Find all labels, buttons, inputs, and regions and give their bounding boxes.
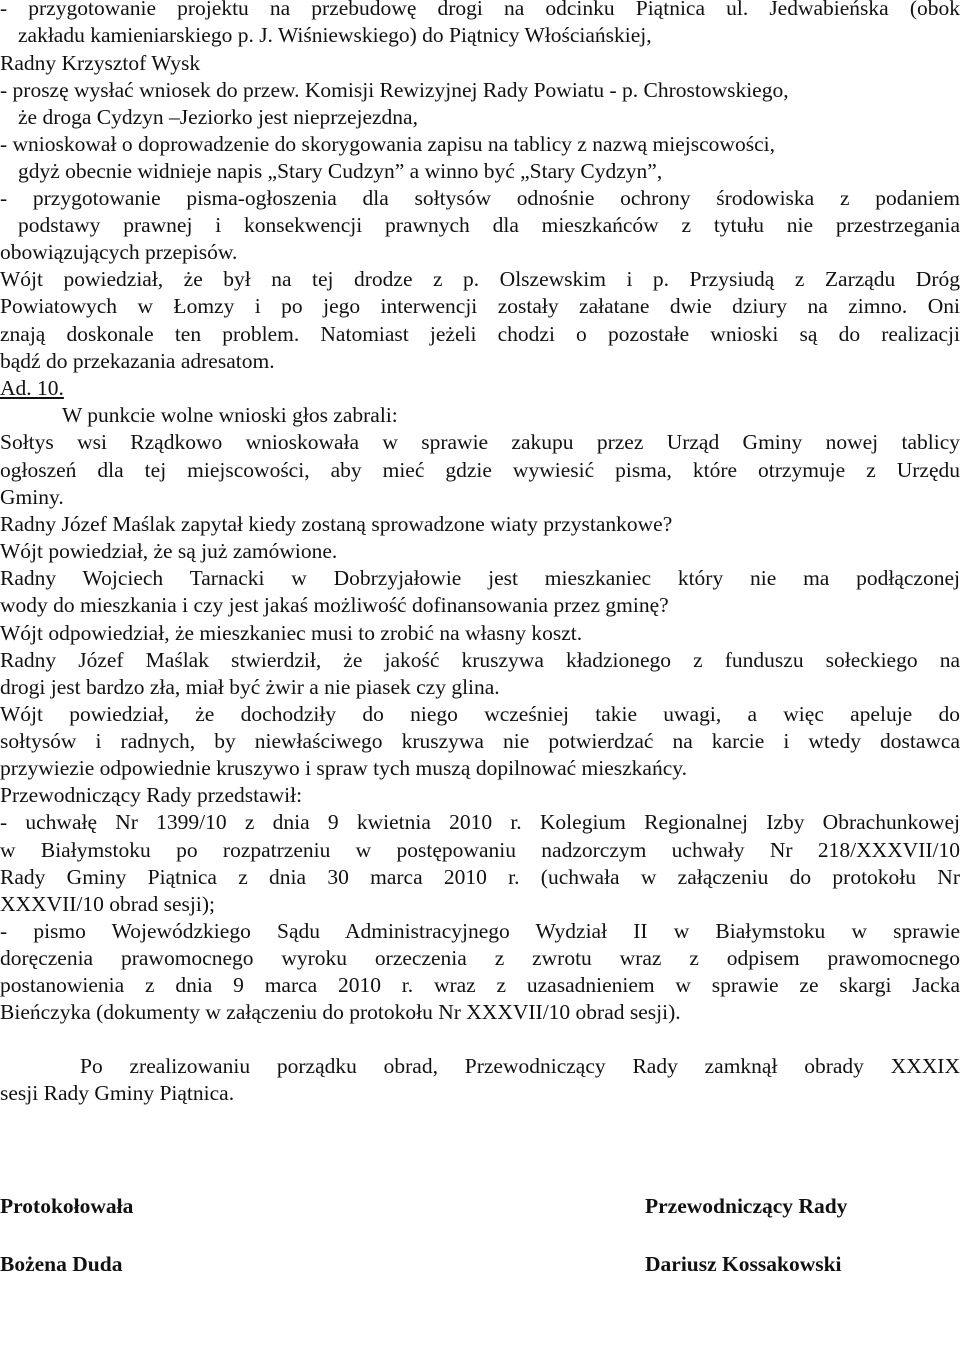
signature-right-title: Przewodniczący Rady [645,1194,848,1218]
text-line: drogi jest bardzo zła, miał być żwir a nie piasek czy glina. [0,675,500,699]
text-line: - wnioskował o doprowadzenie do skorygowania zapisu na tablicy z nazwą miejscowości, [0,132,775,156]
text-line: zakładu kamieniarskiego p. J. Wiśniewskiego) do Piątnicy Włościańskiej, [18,23,652,47]
text-line: - pismo Wojewódzkiego Sądu Administracyjnego Wydział II w Białymstoku w sprawie [0,919,960,943]
signature-left-name: Bożena Duda [0,1252,123,1276]
text-line: W punkcie wolne wnioski głos zabrali: [62,403,398,427]
section-heading: Ad. 10. [0,376,64,400]
text-line: Radny Józef Maślak stwierdził, że jakość kruszywa kładzionego z funduszu sołeckiego na [0,648,960,672]
text-line: wody do mieszkania i czy jest jakaś możliwość dofinansowania przez gminę? [0,593,669,617]
text-line: Rady Gminy Piątnica z dnia 30 marca 2010 r. (uchwała w załączeniu do protokołu Nr [0,865,960,889]
signature-right-name: Dariusz Kossakowski [645,1252,842,1276]
text-line: doręczenia prawomocnego wyroku orzeczenia z zwrotu wraz z odpisem prawomocnego [0,946,960,970]
text-line: znają doskonale ten problem. Natomiast jeżeli chodzi o pozostałe wnioski są do realizacji [0,322,960,346]
text-line: Bieńczyka (dokumenty w załączeniu do protokołu Nr XXXVII/10 obrad sesji). [0,1000,681,1024]
text-line: przywiezie odpowiednie kruszywo i spraw tych muszą dopilnować mieszkańcy. [0,756,687,780]
text-line: Gminy. [0,485,64,509]
text-line: Radny Krzysztof Wysk [0,51,201,75]
text-line: - przygotowanie pisma-ogłoszenia dla sołtysów odnośnie ochrony środowiska z podaniem [0,186,960,210]
text-line: Radny Wojciech Tarnacki w Dobrzyjałowie jest mieszkaniec który nie ma podłączonej [0,566,960,590]
text-line: gdyż obecnie widnieje napis „Stary Cudzyn” a winno być „Stary Cydzyn”, [18,159,663,183]
text-line: podstawy prawnej i konsekwencji prawnych dla mieszkańców z tytułu nie przestrzegania [18,213,960,237]
text-line: Powiatowych w Łomzy i po jego interwencji zostały załatane dwie dziury na zimno. Oni [0,294,960,318]
text-line: sesji Rady Gminy Piątnica. [0,1081,235,1105]
signature-left-title: Protokołowała [0,1194,134,1218]
text-line: Radny Józef Maślak zapytał kiedy zostaną sprowadzone wiaty przystankowe? [0,512,673,536]
text-line: Wójt powiedział, że są już zamówione. [0,539,338,563]
text-line: Wójt powiedział, że był na tej drodze z p. Olszewskim i p. Przysiudą z Zarządu Dróg [0,267,960,291]
text-line: Przewodniczący Rady przedstawił: [0,783,303,807]
text-line: obowiązujących przepisów. [0,240,238,264]
text-line: ogłoszeń dla tej miejscowości, aby mieć gdzie wywiesić pisma, które otrzymuje z Urzędu [0,458,960,482]
text-line: Po zrealizowaniu porządku obrad, Przewodniczący Rady zamknął obrady XXXIX [80,1054,960,1078]
text-line: Sołtys wsi Rządkowo wnioskowała w sprawie zakupu przez Urząd Gminy nowej tablicy [0,430,960,454]
text-line: XXXVII/10 obrad sesji); [0,892,215,916]
text-line: - uchwałę Nr 1399/10 z dnia 9 kwietnia 2010 r. Kolegium Regionalnej Izby Obrachunkowej [0,810,960,834]
text-line: bądź do przekazania adresatom. [0,349,275,373]
text-line: postanowienia z dnia 9 marca 2010 r. wraz z uzasadnieniem w sprawie ze skargi Jacka [0,973,960,997]
text-line: Wójt powiedział, że dochodziły do niego wcześniej takie uwagi, a więc apeluje do [0,702,960,726]
text-line: Wójt odpowiedział, że mieszkaniec musi to zrobić na własny koszt. [0,621,583,645]
text-line: - proszę wysłać wniosek do przew. Komisji Rewizyjnej Rady Powiatu - p. Chrostowskiego, [0,78,789,102]
text-line: że droga Cydzyn –Jeziorko jest nieprzejezdna, [18,105,418,129]
text-line: - przygotowanie projektu na przebudowę drogi na odcinku Piątnica ul. Jedwabieńska (obok [0,0,960,20]
text-line: sołtysów i radnych, by niewłaściwego kruszywa nie potwierdzać na karcie i wtedy dostawca [0,729,960,753]
text-line: w Białymstoku po rozpatrzeniu w postępowaniu nadzorczym uchwały Nr 218/XXXVII/10 [0,838,960,862]
